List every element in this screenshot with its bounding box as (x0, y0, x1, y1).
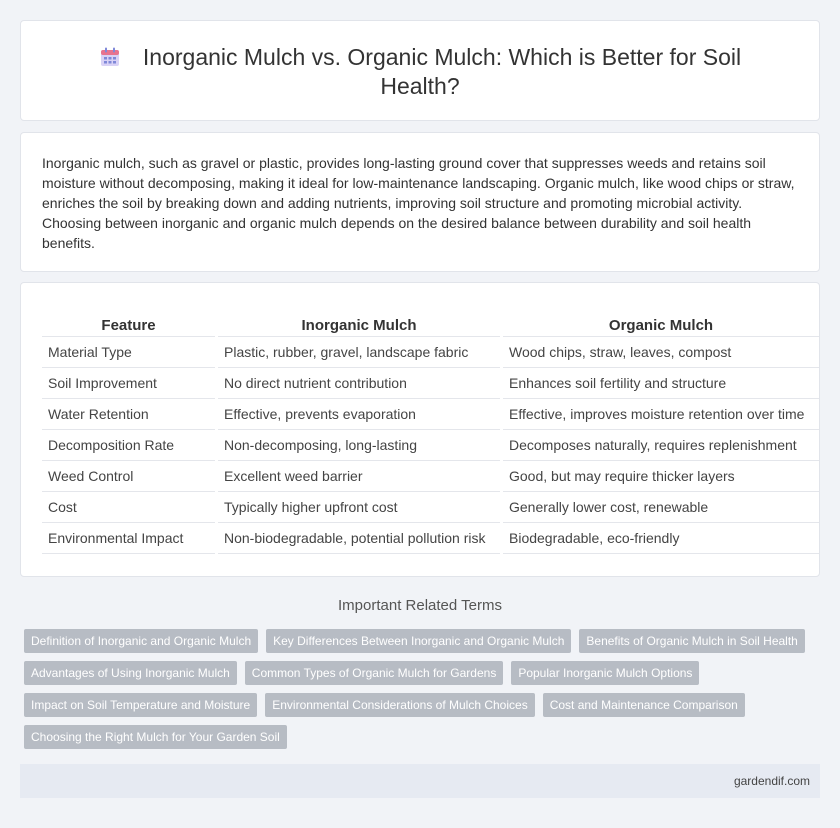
inorganic-cell: Non-decomposing, long-lasting (218, 430, 500, 461)
inorganic-cell: No direct nutrient contribution (218, 368, 500, 399)
table-row (42, 337, 819, 368)
organic-cell: Enhances soil fertility and structure (503, 368, 819, 399)
organic-cell: Wood chips, straw, leaves, compost (503, 337, 819, 368)
header-inorganic: Inorganic Mulch (218, 315, 500, 337)
calendar-icon (99, 46, 121, 68)
feature-cell: Water Retention (42, 399, 215, 430)
header-card (20, 20, 820, 121)
inorganic-cell: Plastic, rubber, gravel, landscape fabric (218, 337, 500, 368)
table-row (42, 523, 819, 554)
table-row (42, 430, 819, 461)
inorganic-cell: Non-biodegradable, potential pollution risk (218, 523, 500, 554)
feature-cell: Material Type (42, 337, 215, 368)
footer-site-link[interactable]: gardendif.com (733, 774, 810, 788)
header-organic: Organic Mulch (503, 315, 819, 337)
feature-cell: Decomposition Rate (42, 430, 215, 461)
table-row (42, 461, 819, 492)
related-term-tag[interactable]: Common Types of Organic Mulch for Gardens (245, 661, 504, 685)
related-term-tag[interactable]: Environmental Considerations of Mulch Choices (265, 693, 534, 717)
intro-paragraph: Inorganic mulch, such as gravel or plastic, provides long-lasting ground cover that suppresses weeds and retains soil moisture without decomposing, making it ideal for low-maintenance landscaping. Organic mulch, like wood chips or straw, enriches the soil by breaking down and adding nutrients, improving soil structure and promoting microbial activity. Choosing between inorganic and organic mulch depends on the desired balance between durability and soil health benefits. (42, 155, 795, 251)
organic-cell: Effective, improves moisture retention over time (503, 399, 819, 430)
related-terms-list (24, 629, 824, 749)
related-terms-title: Important Related Terms (338, 597, 502, 614)
header-feature: Feature (42, 315, 215, 337)
feature-cell: Environmental Impact (42, 523, 215, 554)
page-title-wrap (21, 43, 819, 101)
page-title: Inorganic Mulch vs. Organic Mulch: Which is Better for Soil Health? (142, 44, 742, 99)
related-term-tag[interactable]: Definition of Inorganic and Organic Mulch (24, 629, 258, 653)
related-term-tag[interactable]: Advantages of Using Inorganic Mulch (24, 661, 237, 685)
intro-card (20, 132, 820, 272)
table-row (42, 399, 819, 430)
table-row (42, 368, 819, 399)
organic-cell: Generally lower cost, renewable (503, 492, 819, 523)
organic-cell: Decomposes naturally, requires replenishment (503, 430, 819, 461)
related-term-tag[interactable]: Key Differences Between Inorganic and Organic Mulch (266, 629, 571, 653)
table-row (42, 492, 819, 523)
organic-cell: Biodegradable, eco-friendly (503, 523, 819, 554)
related-term-tag[interactable]: Cost and Maintenance Comparison (543, 693, 745, 717)
related-term-tag[interactable]: Popular Inorganic Mulch Options (511, 661, 699, 685)
feature-cell: Weed Control (42, 461, 215, 492)
related-term-tag[interactable]: Benefits of Organic Mulch in Soil Health (579, 629, 804, 653)
table-header-row (42, 315, 819, 337)
feature-cell: Cost (42, 492, 215, 523)
inorganic-cell: Typically higher upfront cost (218, 492, 500, 523)
related-term-tag[interactable]: Impact on Soil Temperature and Moisture (24, 693, 257, 717)
feature-cell: Soil Improvement (42, 368, 215, 399)
comparison-table (42, 315, 819, 554)
footer (20, 764, 820, 798)
comparison-card (20, 282, 820, 577)
inorganic-cell: Effective, prevents evaporation (218, 399, 500, 430)
inorganic-cell: Excellent weed barrier (218, 461, 500, 492)
organic-cell: Good, but may require thicker layers (503, 461, 819, 492)
related-term-tag[interactable]: Choosing the Right Mulch for Your Garden Soil (24, 725, 287, 749)
